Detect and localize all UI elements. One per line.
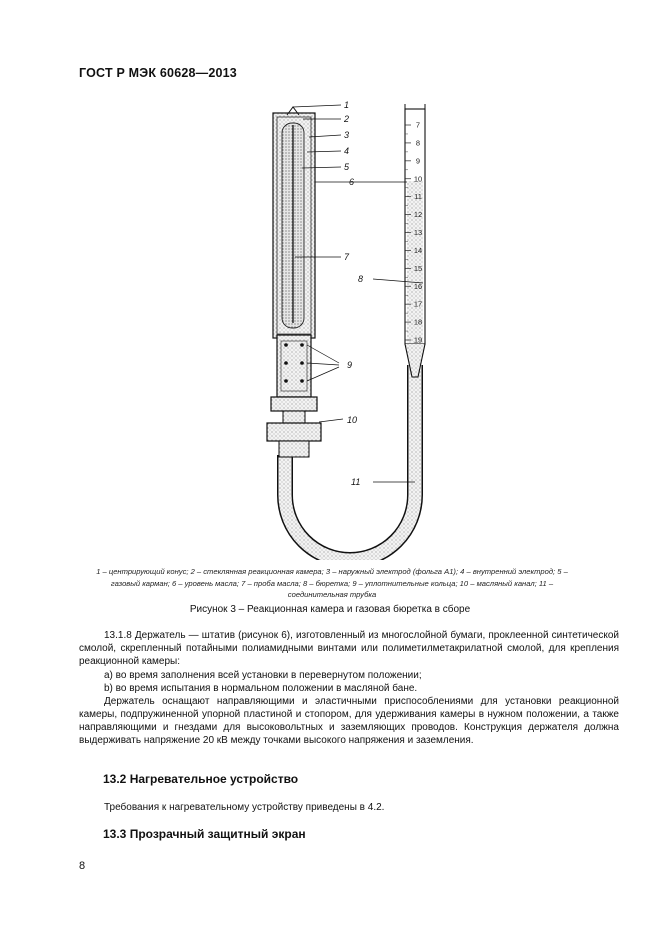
burette-scale-number: 18 — [413, 317, 423, 327]
burette-scale-number: 11 — [414, 192, 422, 202]
figure-caption: Рисунок 3 – Реакционная камера и газовая бюретка в сборе — [189, 604, 471, 615]
burette-scale-number: 9 — [415, 156, 421, 166]
callout-5: 5 — [344, 162, 350, 172]
burette-scale-number: 10 — [413, 174, 423, 184]
burette-scale-number: 8 — [415, 138, 421, 148]
document-header: ГОСТ Р МЭК 60628—2013 — [79, 66, 237, 80]
list-item-a: a) во время заполнения всей установки в перевернутом положении; — [104, 670, 422, 681]
callout-3: 3 — [344, 130, 350, 140]
callout-6: 6 — [349, 177, 355, 187]
callout-9: 9 — [347, 360, 353, 370]
reaction-chamber-figure — [255, 95, 455, 560]
callout-1: 1 — [344, 100, 350, 110]
burette-scale-number: 19 — [413, 335, 423, 345]
paragraph-13-1-8: 13.1.8 Держатель — штатив (рисунок 6), изготовленный из многослойной бумаги, проклеенной синтетической смолой, скрепленный потайными полиамидными винтами или полиметилметакрилатной смолой, для крепления реакционной камеры: — [79, 630, 619, 668]
burette-scale-number: 12 — [413, 210, 423, 220]
callout-2: 2 — [344, 114, 350, 124]
burette-scale-number: 14 — [413, 245, 423, 255]
page-number: 8 — [79, 860, 86, 872]
burette-scale-number: 16 — [413, 281, 423, 291]
callout-7: 7 — [344, 252, 350, 262]
callout-8: 8 — [358, 274, 364, 284]
callout-4: 4 — [344, 146, 350, 156]
burette-scale-number: 17 — [413, 299, 423, 309]
section-title-13-3: 13.3 Прозрачный защитный экран — [103, 827, 306, 841]
section-13-2-text: Требования к нагревательному устройству приведены в 4.2. — [104, 802, 385, 813]
list-item-b: b) во время испытания в нормальном положении в масляной бане. — [104, 683, 418, 694]
burette-scale-number: 13 — [413, 228, 423, 237]
paragraph-holder: Держатель оснащают направляющими и эластичными приспособлениями для установки реакционной камеры, подпружиненной упорной пластиной и стопором, для удерживания камеры в нужном положении, а также направляющими и гнездами для высоковольтных и заземляющих проводов. Конструкция держателя должна выдерживать напряжение 20 кВ между точками высокого напряжения и заземления. — [79, 696, 619, 747]
burette-scale-number: 15 — [413, 263, 423, 273]
reaction-chamber — [267, 107, 321, 457]
burette-scale-number: 7 — [415, 120, 421, 130]
figure-legend: 1 – центрирующий конус; 2 – стеклянная реакционная камера; 3 – наружный электрод (фольга А1); 4 – внутренний электрод; 5 – газовый карман; 6 – уровень масла; 7 – проба масла; 8 – бюретка; 9 – уплотнительные кольца; 10 – масляный канал; 11 – соединительная трубка — [96, 567, 568, 599]
callout-11: 11 — [351, 477, 361, 487]
callout-10: 10 — [347, 415, 358, 425]
section-title-13-2: 13.2 Нагревательное устройство — [103, 772, 299, 786]
